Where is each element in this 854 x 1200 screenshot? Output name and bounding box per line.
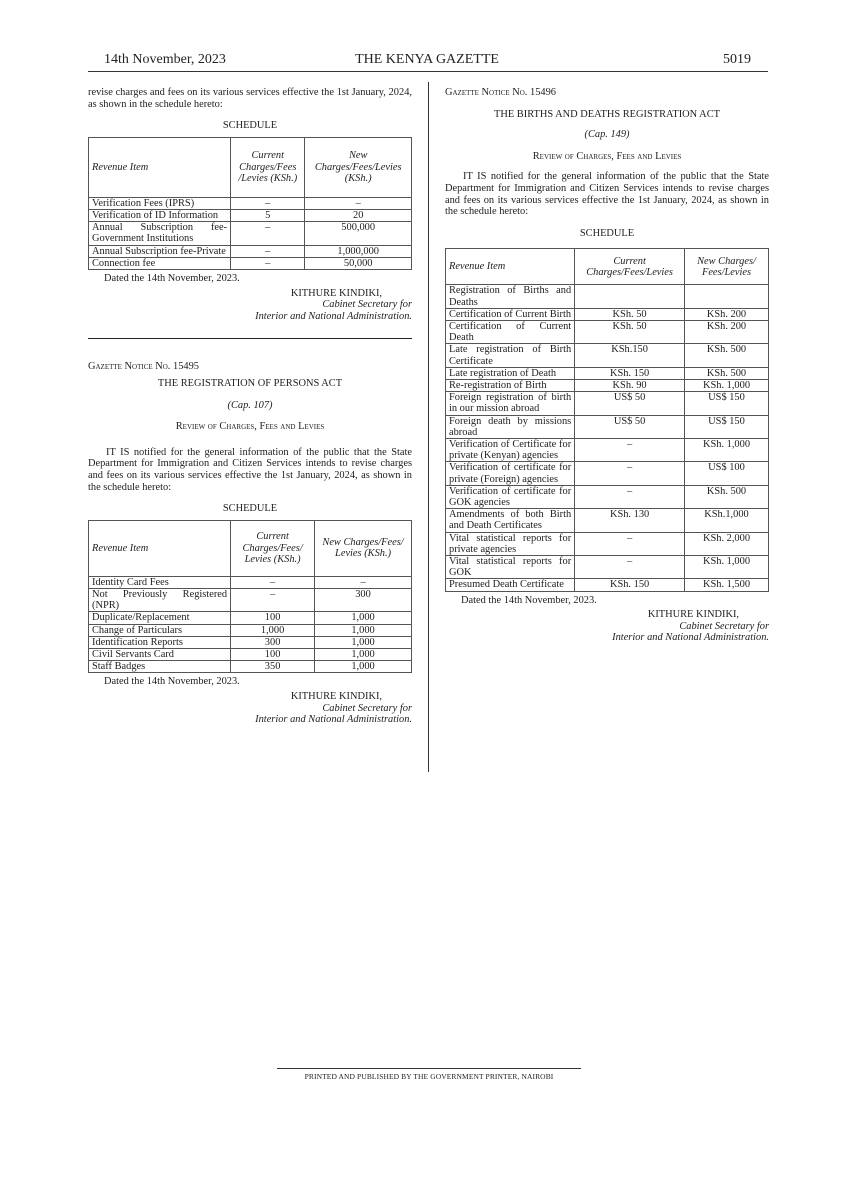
new-charge-cell: 50,000: [305, 257, 412, 269]
table-row: [446, 462, 769, 485]
current-charge-cell: US$ 50: [575, 415, 685, 438]
new-charge-cell: KSh. 500: [685, 344, 769, 367]
dated-line: Dated the 14th November, 2023.: [104, 676, 240, 688]
schedule-title: SCHEDULE: [222, 120, 278, 132]
new-charge-cell: KSh. 1,000: [685, 556, 769, 579]
act-title: THE REGISTRATION OF PERSONS ACT: [157, 377, 343, 389]
revenue-item-cell: Certification of Current Birth: [446, 308, 575, 320]
column-divider: [428, 82, 429, 772]
column-header: Revenue Item: [89, 137, 231, 197]
new-charge-cell: 1,000: [315, 612, 412, 624]
revenue-item-cell: Duplicate/Replacement: [89, 612, 231, 624]
table-row: [89, 209, 412, 221]
header-page-number: 5019: [723, 52, 751, 67]
table-row: [89, 257, 412, 269]
new-charge-cell: KSh. 500: [685, 367, 769, 379]
current-charge-cell: –: [231, 588, 315, 611]
table-row: [446, 285, 769, 308]
signature-block: [88, 288, 412, 323]
current-charge-cell: –: [231, 576, 315, 588]
new-charge-cell: 1,000: [315, 624, 412, 636]
new-charge-cell: KSh. 1,500: [685, 579, 769, 591]
column-header: New Charges/Fees/Levies (KSh.): [305, 137, 412, 197]
left-column: [88, 87, 412, 726]
notice-separator: [88, 338, 412, 339]
new-charge-cell: –: [315, 576, 412, 588]
new-charge-cell: KSh. 500: [685, 485, 769, 508]
revenue-item-cell: Registration of Births and Deaths: [446, 285, 575, 308]
current-charge-cell: 1,000: [231, 624, 315, 636]
printer-footer: PRINTED AND PUBLISHED BY THE GOVERNMENT PRINTER, NAIROBI: [277, 1068, 581, 1081]
current-charge-cell: 300: [231, 636, 315, 648]
notice-number: Gazette Notice No. 15495: [88, 361, 199, 373]
notice-paragraph: IT IS notified for the general information of the public that the State Department for Immigration and Citizen Services intends to revise charges and fees on its various services effective the 1st January, 2024, as shown in the schedule hereto:: [88, 446, 412, 493]
revenue-item-cell: Late registration of Death: [446, 367, 575, 379]
signatory-title: Cabinet Secretary for: [679, 620, 769, 632]
table-row: [89, 588, 412, 611]
current-charge-cell: 100: [231, 648, 315, 660]
revenue-item-cell: Vital statistical reports for GOK: [446, 556, 575, 579]
new-charge-cell: 1,000: [315, 648, 412, 660]
dated-line: Dated the 14th November, 2023.: [104, 273, 240, 284]
revenue-item-cell: Re-registration of Birth: [446, 379, 575, 391]
schedule-table-registration-of-persons: [88, 520, 412, 674]
revenue-item-cell: Not Previously Registered (NPR): [89, 588, 231, 611]
right-column: [445, 87, 769, 644]
current-charge-cell: –: [231, 222, 305, 245]
table-row: [446, 320, 769, 343]
column-header: New Charges/ Fees/Levies: [685, 249, 769, 285]
schedule-table-verification: [88, 137, 412, 270]
revenue-item-cell: Identity Card Fees: [89, 576, 231, 588]
current-charge-cell: –: [575, 462, 685, 485]
table-row: [446, 415, 769, 438]
current-charge-cell: 5: [231, 209, 305, 221]
table-row: [89, 648, 412, 660]
current-charge-cell: 100: [231, 612, 315, 624]
intro-text: revise charges and fees on its various services effective the 1st January, 2024, as shown in the schedule hereto:: [88, 87, 412, 110]
current-charge-cell: –: [575, 556, 685, 579]
current-charge-cell: US$ 50: [575, 392, 685, 415]
signatory-name: KITHURE KINDIKI,: [290, 690, 382, 702]
current-charge-cell: KSh. 50: [575, 320, 685, 343]
table-row: [89, 222, 412, 245]
new-charge-cell: KSh. 200: [685, 320, 769, 343]
revenue-item-cell: Verification of Certificate for private (Kenyan) agencies: [446, 438, 575, 461]
header-date: 14th November, 2023: [104, 52, 226, 67]
revenue-item-cell: Staff Badges: [89, 661, 231, 673]
column-header: Current Charges/Fees/Levies: [575, 249, 685, 285]
header-rule: [88, 71, 768, 72]
column-header: Current Charges/Fees /Levies (KSh.): [231, 137, 305, 197]
signatory-name: KITHURE KINDIKI,: [647, 609, 739, 621]
current-charge-cell: KSh. 150: [575, 579, 685, 591]
column-header: Revenue Item: [446, 249, 575, 285]
current-charge-cell: KSh. 90: [575, 379, 685, 391]
schedule-title: SCHEDULE: [222, 503, 278, 515]
act-title: THE BIRTHS AND DEATHS REGISTRATION ACT: [494, 108, 720, 120]
table-row: [446, 485, 769, 508]
table-row: [89, 612, 412, 624]
signatory-title: Cabinet Secretary for: [322, 299, 412, 311]
notice-subtitle: Review of Charges, Fees and Levies: [175, 421, 325, 433]
notice-subtitle: Review of Charges, Fees and Levies: [532, 150, 682, 162]
table-row: [89, 576, 412, 588]
new-charge-cell: 1,000: [315, 661, 412, 673]
table-row: [89, 636, 412, 648]
revenue-item-cell: Verification Fees (IPRS): [89, 197, 231, 209]
revenue-item-cell: Change of Particulars: [89, 624, 231, 636]
cap-number: (Cap. 149): [584, 129, 630, 141]
header-title: THE KENYA GAZETTE: [355, 52, 499, 67]
table-row: [89, 197, 412, 209]
revenue-item-cell: Verification of certificate for private (Foreign) agencies: [446, 462, 575, 485]
current-charge-cell: –: [575, 485, 685, 508]
new-charge-cell: 1,000,000: [305, 245, 412, 257]
signature-block: [88, 691, 412, 726]
table-row: [446, 579, 769, 591]
column-header: Revenue Item: [89, 520, 231, 576]
new-charge-cell: [685, 285, 769, 308]
new-charge-cell: 1,000: [315, 636, 412, 648]
current-charge-cell: KSh.150: [575, 344, 685, 367]
column-header: Current Charges/Fees/ Levies (KSh.): [231, 520, 315, 576]
table-row: [446, 556, 769, 579]
current-charge-cell: –: [575, 438, 685, 461]
notice-paragraph: IT IS notified for the general information of the public that the State Department for Immigration and Citizen Services intends to revise charges and fees on its various services effective the 1st January, 2024, as shown in the schedule hereto:: [445, 171, 769, 218]
revenue-item-cell: Annual Subscription fee-Government Institutions: [89, 222, 231, 245]
column-header: New Charges/Fees/ Levies (KSh.): [315, 520, 412, 576]
current-charge-cell: –: [231, 197, 305, 209]
new-charge-cell: US$ 100: [685, 462, 769, 485]
signatory-name: KITHURE KINDIKI,: [290, 287, 382, 299]
table-row: [89, 624, 412, 636]
table-row: [89, 661, 412, 673]
new-charge-cell: KSh. 1,000: [685, 379, 769, 391]
revenue-item-cell: Identification Reports: [89, 636, 231, 648]
revenue-item-cell: Civil Servants Card: [89, 648, 231, 660]
table-row: [446, 392, 769, 415]
revenue-item-cell: Annual Subscription fee-Private: [89, 245, 231, 257]
signature-block: [445, 609, 769, 644]
revenue-item-cell: Amendments of both Birth and Death Certificates: [446, 509, 575, 532]
revenue-item-cell: Foreign registration of birth in our mission abroad: [446, 392, 575, 415]
current-charge-cell: –: [231, 257, 305, 269]
table-row: [446, 532, 769, 555]
signatory-ministry: Interior and National Administration.: [255, 714, 412, 726]
new-charge-cell: KSh. 2,000: [685, 532, 769, 555]
signatory-ministry: Interior and National Administration.: [255, 310, 412, 322]
table-header-row: [446, 249, 769, 285]
table-row: [446, 509, 769, 532]
table-header-row: [89, 137, 412, 197]
new-charge-cell: –: [305, 197, 412, 209]
current-charge-cell: –: [231, 245, 305, 257]
signatory-ministry: Interior and National Administration.: [612, 632, 769, 644]
revenue-item-cell: Certification of Current Death: [446, 320, 575, 343]
table-header-row: [89, 520, 412, 576]
revenue-item-cell: Verification of certificate for GOK agencies: [446, 485, 575, 508]
new-charge-cell: 300: [315, 588, 412, 611]
table-row: [446, 379, 769, 391]
revenue-item-cell: Connection fee: [89, 257, 231, 269]
dated-line: Dated the 14th November, 2023.: [461, 594, 597, 606]
revenue-item-cell: Late registration of Birth Certificate: [446, 344, 575, 367]
current-charge-cell: –: [575, 532, 685, 555]
schedule-table-births-deaths: [445, 248, 769, 591]
current-charge-cell: [575, 285, 685, 308]
notice-number: Gazette Notice No. 15496: [445, 87, 556, 98]
new-charge-cell: 20: [305, 209, 412, 221]
schedule-title: SCHEDULE: [579, 227, 635, 239]
revenue-item-cell: Verification of ID Information: [89, 209, 231, 221]
current-charge-cell: KSh. 130: [575, 509, 685, 532]
revenue-item-cell: Foreign death by missions abroad: [446, 415, 575, 438]
current-charge-cell: KSh. 150: [575, 367, 685, 379]
current-charge-cell: 350: [231, 661, 315, 673]
table-row: [446, 367, 769, 379]
table-row: [446, 438, 769, 461]
table-row: [446, 344, 769, 367]
table-row: [446, 308, 769, 320]
new-charge-cell: KSh.1,000: [685, 509, 769, 532]
new-charge-cell: US$ 150: [685, 415, 769, 438]
table-row: [89, 245, 412, 257]
new-charge-cell: US$ 150: [685, 392, 769, 415]
revenue-item-cell: Vital statistical reports for private agencies: [446, 532, 575, 555]
revenue-item-cell: Presumed Death Certificate: [446, 579, 575, 591]
new-charge-cell: 500,000: [305, 222, 412, 245]
new-charge-cell: KSh. 1,000: [685, 438, 769, 461]
cap-number: (Cap. 107): [227, 399, 273, 411]
new-charge-cell: KSh. 200: [685, 308, 769, 320]
signatory-title: Cabinet Secretary for: [322, 702, 412, 714]
current-charge-cell: KSh. 50: [575, 308, 685, 320]
